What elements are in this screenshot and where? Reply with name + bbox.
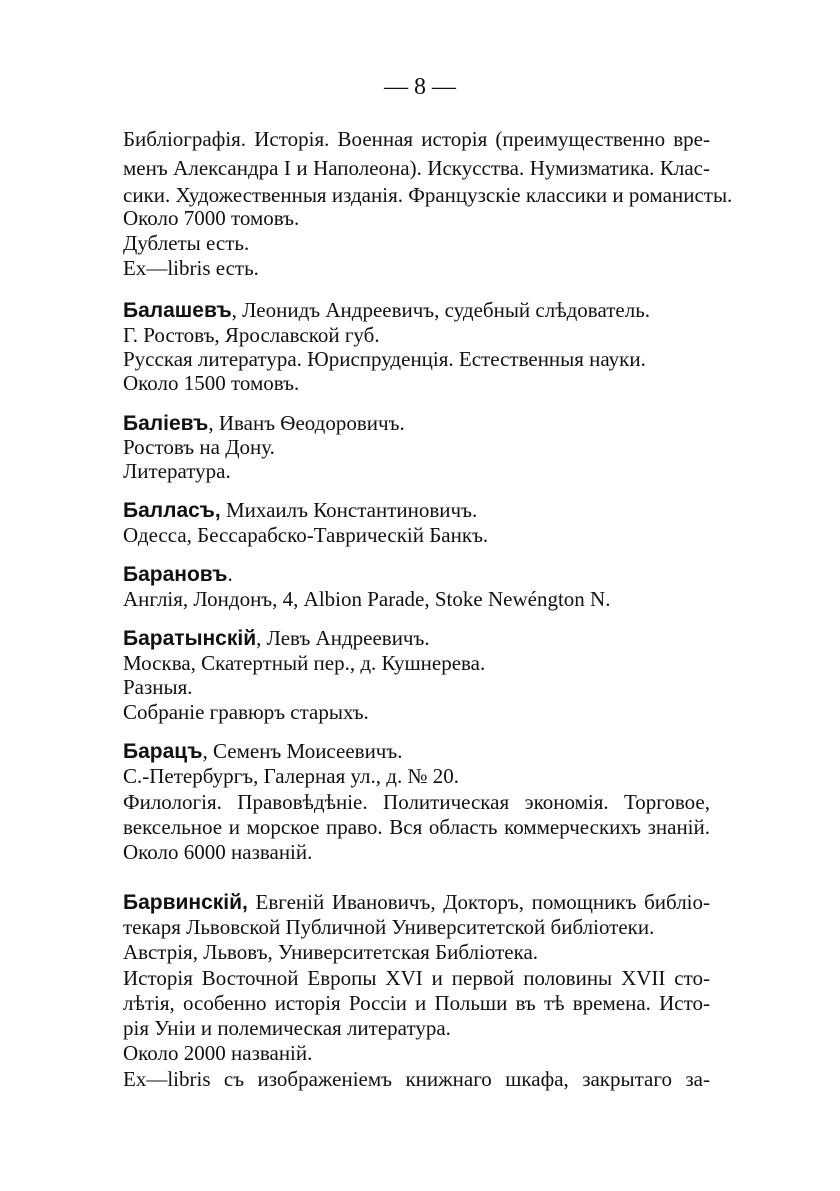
entry-detail: лѣтія, особенно исторія Россіи и Польши въ тѣ времена. Исто- bbox=[123, 991, 710, 1015]
entry-heading bbox=[123, 297, 650, 324]
entry-person: . bbox=[227, 562, 233, 586]
volume-count: Около 7000 томовъ. bbox=[123, 206, 300, 230]
entry-detail: Филологія. Правовѣдѣніе. Политическая экономія. Торговое, bbox=[123, 790, 710, 814]
entry-person: , Иванъ Ѳеодоровичъ. bbox=[208, 411, 405, 435]
entry-detail: Около 2000 названій. bbox=[123, 1041, 313, 1065]
entry-heading bbox=[123, 410, 405, 437]
entry-detail: Ростовъ на Дону. bbox=[123, 435, 275, 459]
entry-name: Барановъ bbox=[123, 563, 228, 586]
entry-heading bbox=[123, 738, 402, 765]
entry-detail: Г. Ростовъ, Ярославской губ. bbox=[123, 323, 380, 347]
entry-detail: Литература. bbox=[123, 459, 231, 483]
entry-detail: Англія, Лондонъ, 4, Albion Parade, Stoke Newéngton N. bbox=[123, 587, 611, 611]
entry-name: Балласъ, bbox=[123, 499, 221, 522]
entry-detail: С.-Петербургъ, Галерная ул., д. № 20. bbox=[123, 764, 460, 788]
entry-heading bbox=[123, 625, 430, 652]
entry-detail: Одесса, Бессарабско-Таврическій Банкъ. bbox=[123, 523, 489, 547]
entry-name: Барвинскій, bbox=[123, 891, 248, 914]
page-number: — 8 — bbox=[384, 74, 456, 100]
duplicates-note: Дублеты есть. bbox=[123, 231, 250, 255]
entry-person: , Левъ Андреевичъ. bbox=[256, 626, 430, 650]
entry-detail: Австрія, Львовъ, Университетская Библіотека. bbox=[123, 940, 539, 964]
entry-detail: Около 6000 названій. bbox=[123, 840, 313, 864]
entry-person: Евгеній Ивановичъ, Докторъ, помощникъ библіо- bbox=[247, 890, 710, 914]
entry-detail: вексельное и морское право. Вся область коммерческихъ знаній. bbox=[123, 815, 710, 839]
entry-heading bbox=[123, 889, 710, 916]
entry-heading bbox=[123, 561, 233, 588]
entry-heading bbox=[123, 497, 477, 524]
entry-detail: Около 1500 томовъ. bbox=[123, 371, 300, 395]
entry-name: Барацъ bbox=[123, 740, 203, 763]
entry-detail: Москва, Скатертный пер., д. Кушнерева. bbox=[123, 651, 486, 675]
entry-detail: рія Уніи и полемическая литература. bbox=[123, 1016, 451, 1040]
entry-detail: текаря Львовской Публичной Университетской библіотеки. bbox=[123, 915, 655, 939]
entry-detail: Исторія Восточной Европы XVI и первой половины XVII сто- bbox=[123, 966, 710, 990]
intro-line: менъ Александра I и Наполеона). Искусства. Нумизматика. Клас- bbox=[123, 156, 710, 180]
entry-detail: Ex—libris съ изображеніемъ книжнаго шкафа, закрытаго за- bbox=[123, 1067, 710, 1091]
entry-name: Балашевъ bbox=[123, 299, 232, 322]
intro-line: Библіографія. Исторія. Военная исторія (преимущественно вре- bbox=[123, 127, 710, 151]
intro-line: сики. Художественныя изданія. Французскіе классики и романисты. bbox=[123, 183, 733, 207]
entry-person: , Семенъ Моисеевичъ. bbox=[202, 739, 403, 763]
entry-person: Михаилъ Константиновичъ. bbox=[220, 498, 478, 522]
entry-detail: Разныя. bbox=[123, 675, 193, 699]
entry-detail: Собраніе гравюръ старыхъ. bbox=[123, 700, 369, 724]
entry-name: Баліевъ bbox=[123, 412, 209, 435]
entry-person: , Леонидъ Андреевичъ, судебный слѣдователь. bbox=[231, 298, 651, 322]
entry-name: Баратынскій bbox=[123, 627, 257, 650]
exlibris-note: Ex—libris есть. bbox=[123, 256, 259, 280]
entry-detail: Русская литература. Юриспруденція. Естественныя науки. bbox=[123, 347, 646, 371]
